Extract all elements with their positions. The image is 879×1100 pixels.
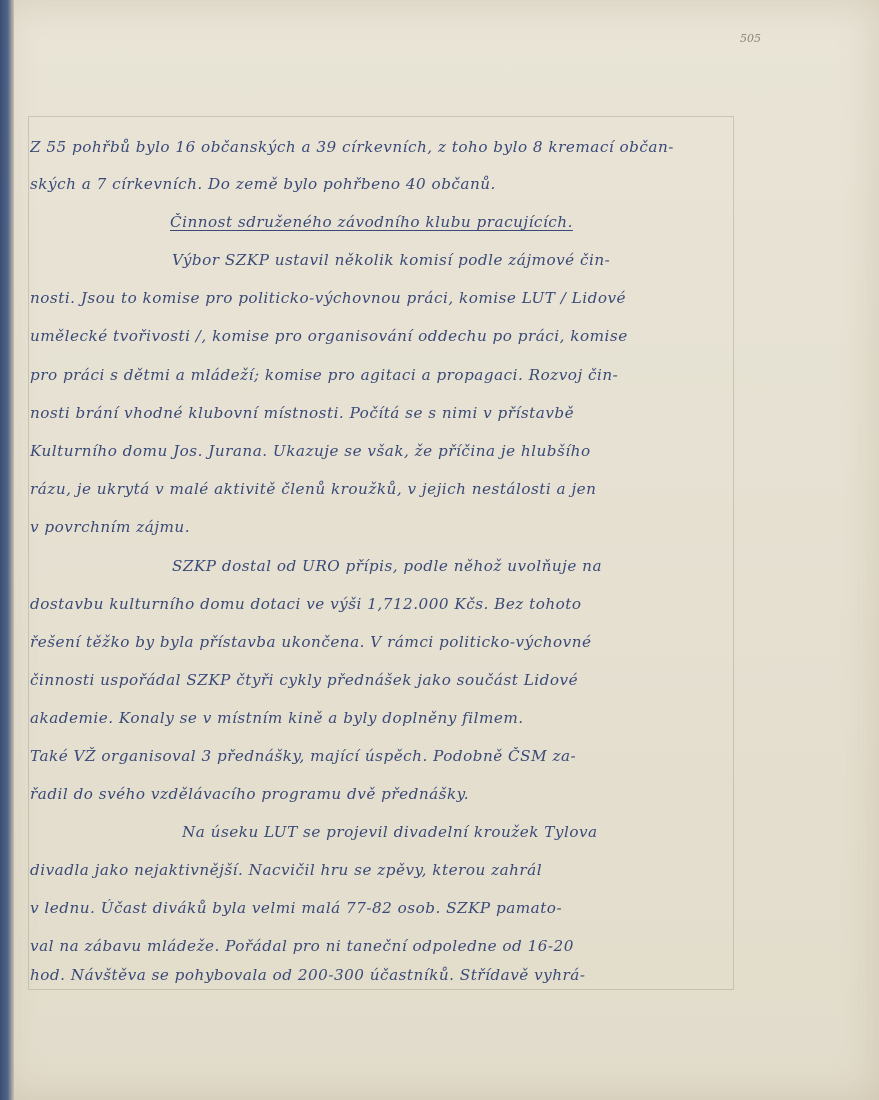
text-line: hod. Návštěva se pohybovala od 200-300 účastníků. Střídavě vyhrá-	[30, 966, 586, 984]
text-line: Kulturního domu Jos. Jurana. Ukazuje se však, že příčina je hlubšího	[30, 442, 591, 460]
text-line: SZKP dostal od URO přípis, podle něhož uvolňuje na	[172, 557, 602, 575]
text-line: umělecké tvořivosti /, komise pro organisování oddechu po práci, komise	[30, 327, 628, 345]
text-line: akademie. Konaly se v místním kině a byly doplněny filmem.	[30, 709, 524, 727]
text-line: řadil do svého vzdělávacího programu dvě přednášky.	[30, 785, 470, 803]
text-line: ských a 7 církevních. Do země bylo pohřbeno 40 občanů.	[30, 175, 496, 193]
text-line: val na zábavu mládeže. Pořádal pro ni taneční odpoledne od 16-20	[30, 937, 574, 955]
text-line: činnosti uspořádal SZKP čtyři cykly přednášek jako součást Lidové	[30, 671, 579, 689]
text-line: Výbor SZKP ustavil několik komisí podle zájmové čin-	[172, 251, 611, 269]
text-line: nosti. Jsou to komise pro politicko-výchovnou práci, komise LUT / Lidové	[30, 289, 627, 307]
text-line: Také VŽ organisoval 3 přednášky, mající úspěch. Podobně ČSM za-	[30, 747, 577, 765]
page-number: 505	[740, 32, 761, 45]
text-line: divadla jako nejaktivnější. Nacvičil hru se zpěvy, kterou zahrál	[30, 861, 543, 879]
page-frame	[28, 116, 734, 990]
text-line: v lednu. Účast diváků byla velmi malá 77-82 osob. SZKP pamato-	[30, 899, 563, 917]
section-heading: Činnost sdruženého závodního klubu pracujících.	[170, 213, 573, 231]
text-line: rázu, je ukrytá v malé aktivitě členů kroužků, v jejich nestálosti a jen	[30, 480, 597, 498]
text-line: pro práci s dětmi a mládeží; komise pro agitaci a propagaci. Rozvoj čin-	[30, 366, 619, 384]
text-line: dostavbu kulturního domu dotaci ve výši 1,712.000 Kčs. Bez tohoto	[30, 595, 582, 613]
text-line: v povrchním zájmu.	[30, 518, 191, 536]
text-line: nosti brání vhodné klubovní místnosti. Počítá se s nimi v přístavbě	[30, 404, 575, 422]
book-binding-edge	[0, 0, 14, 1100]
text-line: Z 55 pohřbů bylo 16 občanských a 39 církevních, z toho bylo 8 kremací občan-	[30, 138, 674, 156]
text-line: řešení těžko by byla přístavba ukončena. V rámci politicko-výchovné	[30, 633, 592, 651]
text-line: Na úseku LUT se projevil divadelní kroužek Tylova	[182, 823, 598, 841]
